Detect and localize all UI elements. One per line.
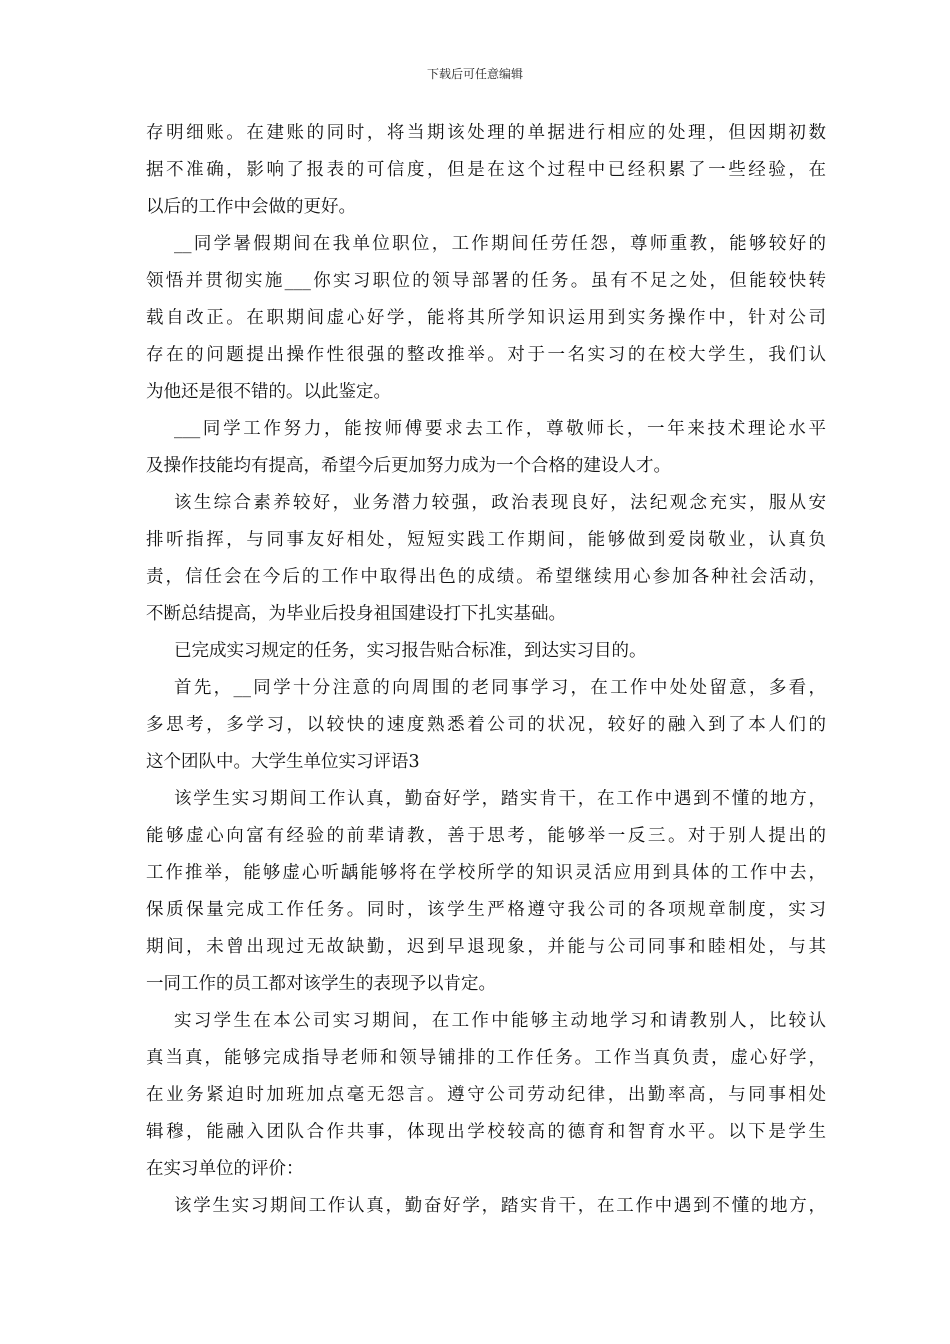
text-line: 为他还是很不错的。以此鉴定。 [146, 382, 391, 402]
text-line: 存明细账。在建账的同时，将当期该处理的单据进行相应的处理，但因期初数 [146, 123, 826, 143]
text-line: 在实习单位的评价： [146, 1159, 304, 1179]
text-line: 辑穆，能融入团队合作共事，体现出学校较高的德育和智育水平。以下是学生 [146, 1122, 826, 1142]
text-line: 责，信任会在今后的工作中取得出色的成绩。希望继续用心参加各种社会活动， [146, 567, 826, 587]
text-line: __同学暑假期间在我单位职位，工作期间任劳任怨，尊师重教，能够较好的 [174, 234, 826, 254]
text-line: 及操作技能均有提高，希望今后更加努力成为一个合格的建设人才。 [146, 456, 671, 476]
text-line: 排听指挥，与同事友好相处，短短实践工作期间，能够做到爱岗敬业，认真负 [146, 530, 826, 550]
text-line: 一同工作的员工都对该学生的表现予以肯定。 [146, 974, 496, 994]
text-line: 该学生实习期间工作认真，勤奋好学，踏实肯干，在工作中遇到不懂的地方， [174, 1196, 826, 1216]
text-line: 首先，__同学十分注意的向周围的老同事学习，在工作中处处留意，多看， [174, 678, 826, 698]
text-line: 真当真，能够完成指导老师和领导铺排的工作任务。工作当真负责，虚心好学， [146, 1048, 826, 1068]
text-line: 该学生实习期间工作认真，勤奋好学，踏实肯干，在工作中遇到不懂的地方， [174, 789, 826, 809]
text-line: 已完成实习规定的任务，实习报告贴合标准，到达实习目的。 [174, 641, 647, 661]
text-line: 据不准确，影响了报表的可信度，但是在这个过程中已经积累了一些经验，在 [146, 160, 826, 180]
text-line: 在业务紧迫时加班加点毫无怨言。遵守公司劳动纪律，出勤率高，与同事相处 [146, 1085, 826, 1105]
text-line: 存在的问题提出操作性很强的整改推举。对于一名实习的在校大学生，我们认 [146, 345, 826, 365]
text-line: 多思考，多学习，以较快的速度熟悉着公司的状况，较好的融入到了本人们的 [146, 715, 826, 735]
text-line: 期间，未曾出现过无故缺勤，迟到早退现象，并能与公司同事和睦相处，与其 [146, 937, 826, 957]
text-line: 保质保量完成工作任务。同时，该学生严格遵守我公司的各项规章制度，实习 [146, 900, 826, 920]
text-line: 载自改正。在职期间虚心好学，能将其所学知识运用到实务操作中，针对公司 [146, 308, 826, 328]
text-line: 以后的工作中会做的更好。 [146, 197, 356, 217]
text-line: 这个团队中。大学生单位实习评语3 [146, 752, 420, 772]
text-line: 领悟并贯彻实施___你实习职位的领导部署的任务。虽有不足之处，但能较快转 [146, 271, 826, 291]
text-line: 不断总结提高，为毕业后投身祖国建设打下扎实基础。 [146, 604, 566, 624]
text-line: 该生综合素养较好，业务潜力较强，政治表现良好，法纪观念充实，服从安 [174, 493, 826, 513]
text-line: 实习学生在本公司实习期间，在工作中能够主动地学习和请教别人，比较认 [174, 1011, 826, 1031]
document-body [146, 115, 826, 1225]
text-line: 工作推举，能够虚心听龋能够将在学校所学的知识灵活应用到具体的工作中去， [146, 863, 826, 883]
text-line: 能够虚心向富有经验的前辈请教，善于思考，能够举一反三。对于别人提出的 [146, 826, 826, 846]
page-header: 下载后可任意编辑 [426, 67, 523, 81]
text-line: ___同学工作努力，能按师傅要求去工作，尊敬师长，一年来技术理论水平 [174, 419, 826, 439]
